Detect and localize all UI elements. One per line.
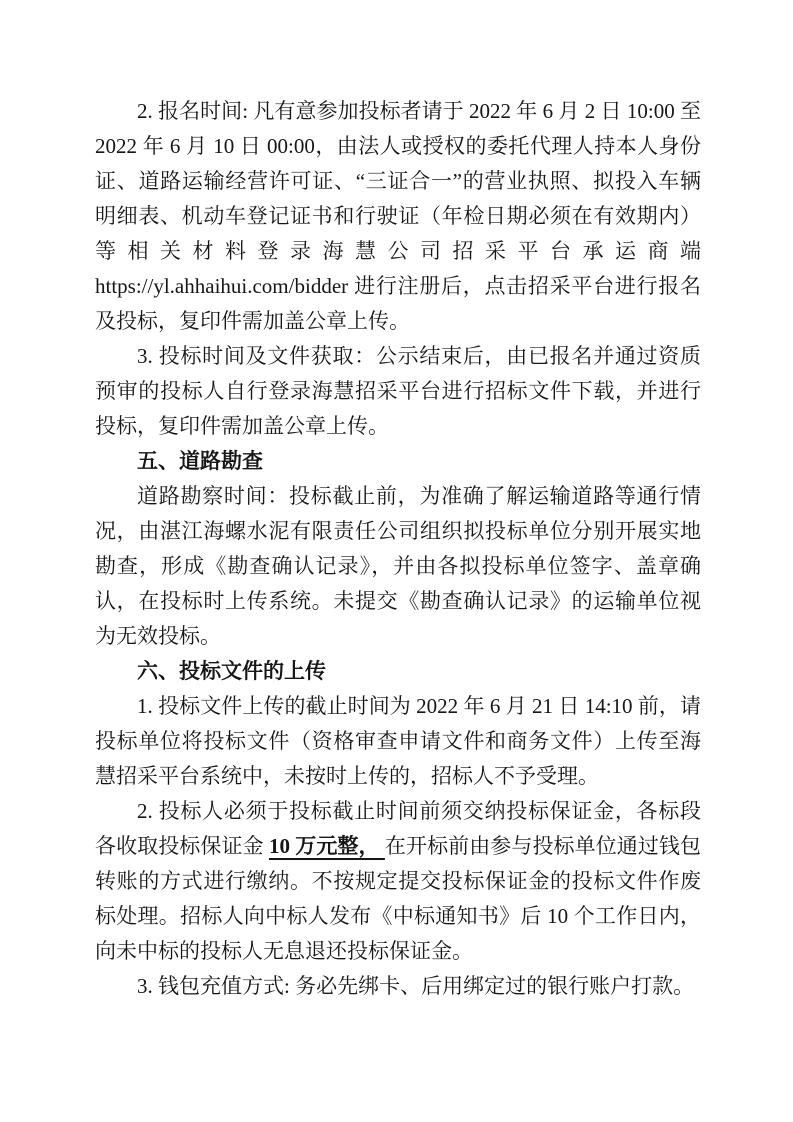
paragraph-road-survey: 道路勘察时间：投标截止前，为准确了解运输道路等通行情况，由湛江海螺水泥有限责任公司组织拟投标单位分别开展实地勘查，形成《勘查确认记录》，并由各拟投标单位签字、盖章确认，在投标时上传系统。未提交《勘查确认记录》的运输单位视为无效投标。 (95, 484, 701, 648)
paragraph-bid-deposit (95, 794, 701, 969)
deposit-text-before: 2. 投标人必须于投标截止时间前须交纳投标保证金，各标段各收取投标保证金 (95, 799, 701, 858)
heading-bid-document-upload: 六、投标文件的上传 (137, 660, 326, 683)
paragraph-registration-time: 2. 报名时间: 凡有意参加投标者请于 2022 年 6 月 2 日 10:00 至 2022 年 6 月 10 日 00:00，由法人或授权的委托代理人持本人身份证、道路运输经营许可证、“三证合一”的营业执照、拟投入车辆明细表、机动车登记证书和行驶证（年检日期必须在有效期内）等相关材料登录海慧公司招采平台承运商端 https://yl.ahhaihui.com/bidder 进行注册后，点击招采平台进行报名及投标，复印件需加盖公章上传。 (95, 99, 701, 333)
paragraph-wallet-recharge: 3. 钱包充值方式: 务必先绑卡、后用绑定过的银行账户打款。 (137, 974, 695, 998)
heading-road-survey: 五、道路勘查 (137, 450, 263, 473)
paragraph-bid-time-and-file: 3. 投标时间及文件获取：公示结束后，由已报名并通过资质预审的投标人自行登录海慧招采平台进行招标文件下载，并进行投标，复印件需加盖公章上传。 (95, 344, 701, 438)
deposit-text-after: 在开标前由参与投标单位通过钱包转账的方式进行缴纳。不按规定提交投标保证金的投标文件作废标处理。招标人向中标人发布《中标通知书》后 10 个工作日内，向未中标的投标人无息退还投标保证金。 (95, 834, 702, 963)
deposit-amount-emphasis: 10 万元整， (268, 834, 385, 858)
document-content (95, 94, 701, 1004)
paragraph-upload-deadline: 1. 投标文件上传的截止时间为 2022 年 6 月 21 日 14:10 前，请投标单位将投标文件（资格审查申请文件和商务文件）上传至海慧招采平台系统中，未按时上传的，招标人不予受理。 (95, 694, 701, 788)
